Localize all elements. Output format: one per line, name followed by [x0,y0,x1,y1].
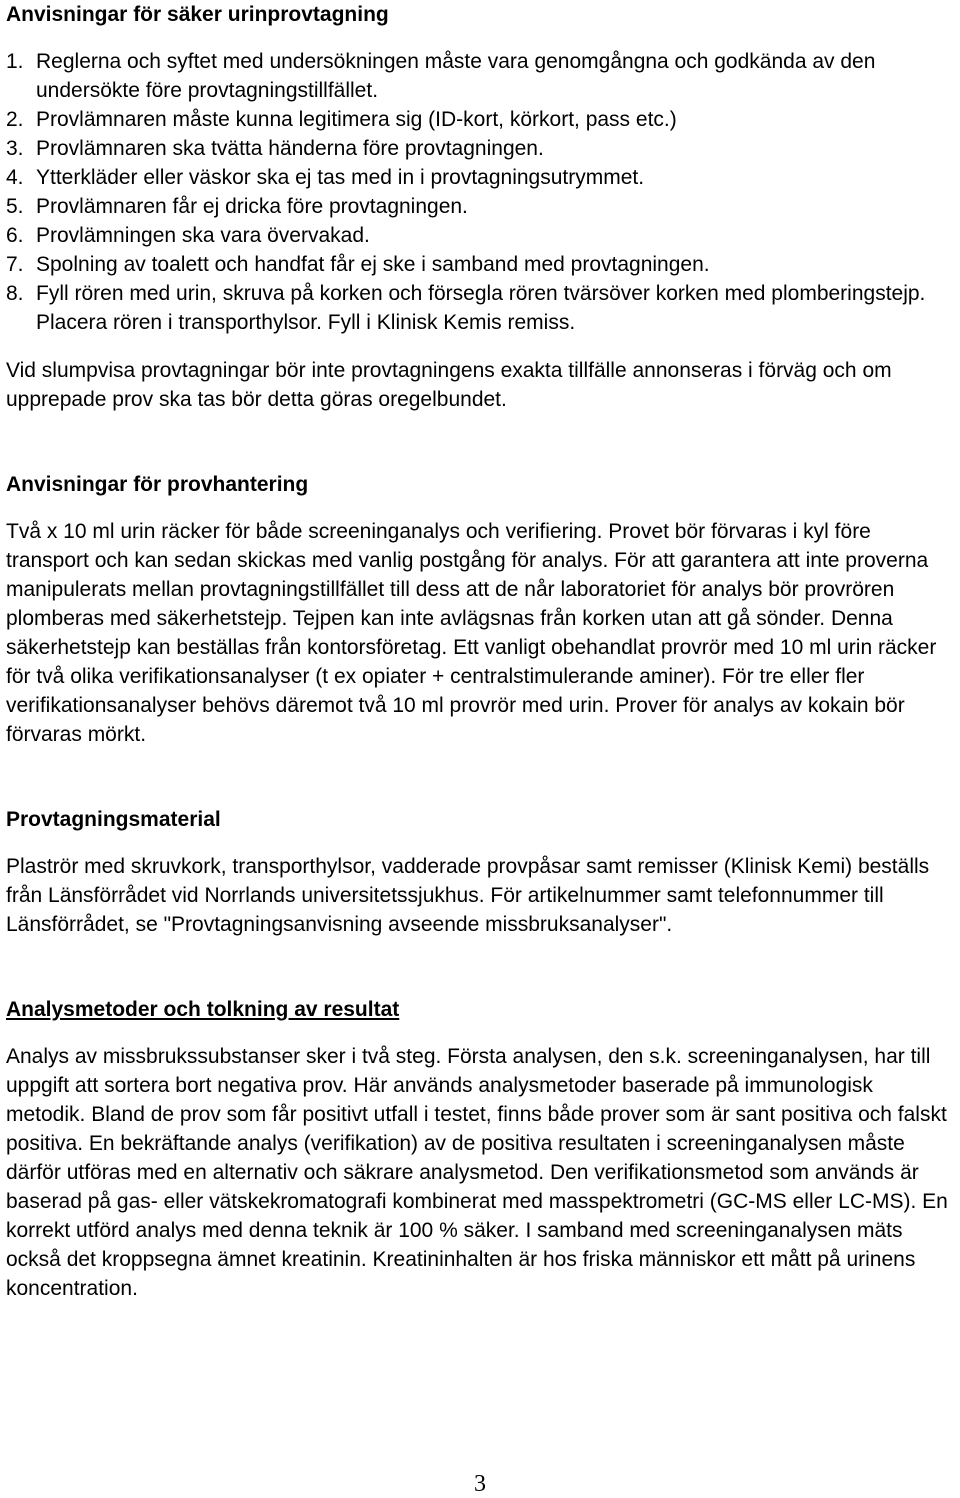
list-item-text: Provlämnaren får ej dricka före provtagningen. [36,195,468,218]
list-item-text: Fyll rören med urin, skruva på korken och försegla rören tvärsöver korken med plomberingstejp. Placera rören i transporthylsor. Fyll i Klinisk Kemis remiss. [36,282,926,334]
list-item-number: 5. [6,195,24,218]
section-heading-sampling-material: Provtagningsmaterial [6,808,221,831]
list-item-text: Provlämnaren ska tvätta händerna före provtagningen. [36,137,544,160]
sampling-material-paragraph: Plaströr med skruvkork, transporthylsor, vadderade provpåsar samt remisser (Klinisk Kemi) beställs från Länsförrådet vid Norrlands universitetssjukhus. För artikelnummer samt telefonnummer till Länsförrådet, se "Provtagningsanvisning avseende missbruksanalyser". [6,855,930,936]
list-item [6,192,958,221]
list-item [6,47,958,105]
list-item [6,279,958,337]
list-item-text: Reglerna och syftet med undersökningen måste vara genomgångna och godkända av den undersökte före provtagningstillfället. [36,50,876,102]
instruction-list [6,47,958,337]
section-heading-sample-handling: Anvisningar för provhantering [6,473,309,496]
list-item-number: 3. [6,137,24,160]
random-sampling-paragraph: Vid slumpvisa provtagningar bör inte provtagningens exakta tillfälle annonseras i förväg och om upprepade prov ska tas bör detta göras oregelbundet. [6,359,892,411]
section-heading-analysis-methods: Analysmetoder och tolkning av resultat [6,998,400,1021]
sample-handling-paragraph: Två x 10 ml urin räcker för både screeninganalys och verifiering. Provet bör förvaras i kyl före transport och kan sedan skickas med vanlig postgång för analys. För att garantera att inte proverna manipulerats mellan provtagningstillfället till dess att de når laboratoriet för analys bör provrören plomberas med säkerhetstejp. Tejpen kan inte avlägsnas från korken utan att gå sönder. Denna säkerhetstejp kan beställas från kontorsföretag. Ett vanligt obehandlat provrör med 10 ml urin räcker för två olika verifikationsanalyser (t ex opiater + centralstimulerande aminer). För tre eller fler verifikationsanalyser behövs däremot två 10 ml provrör med urin. Prover för analys av kokain bör förvaras mörkt. [6,520,937,746]
list-item [6,134,958,163]
list-item [6,105,958,134]
list-item-text: Provlämningen ska vara övervakad. [36,224,370,247]
section-heading-safe-sampling: Anvisningar för säker urinprovtagning [6,3,389,26]
list-item-text: Provlämnaren måste kunna legitimera sig (ID-kort, körkort, pass etc.) [36,108,677,131]
document-page [6,0,958,1303]
list-item-number: 8. [6,282,24,305]
list-item-number: 6. [6,224,24,247]
page-number: 3 [474,1471,486,1497]
list-item-number: 1. [6,50,24,73]
list-item-number: 2. [6,108,24,131]
list-item-number: 7. [6,253,24,276]
list-item [6,250,958,279]
list-item-text: Spolning av toalett och handfat får ej ske i samband med provtagningen. [36,253,710,276]
list-item-text: Ytterkläder eller väskor ska ej tas med in i provtagningsutrymmet. [36,166,645,189]
list-item [6,163,958,192]
list-item-number: 4. [6,166,24,189]
list-item [6,221,958,250]
analysis-methods-paragraph: Analys av missbrukssubstanser sker i två steg. Första analysen, den s.k. screeninganalysen, har till uppgift att sortera bort negativa prov. Här används analysmetoder baserade på immunologisk metodik. Bland de prov som får positivt utfall i testet, finns både prover som är sant positiva och falskt positiva. En bekräftande analys (verifikation) av de positiva resultaten i screeninganalysen måste därför utföras med en alternativ och säkrare analysmetod. Den verifikationsmetod som används är baserad på gas- eller vätskekromatografi kombinerat med masspektrometri (GC-MS eller LC-MS). En korrekt utförd analys med denna teknik är 100 % säker. I samband med screeninganalysen mäts också det kroppsegna ämnet kreatinin. Kreatininhalten är hos friska människor ett mått på urinens koncentration. [6,1045,948,1300]
